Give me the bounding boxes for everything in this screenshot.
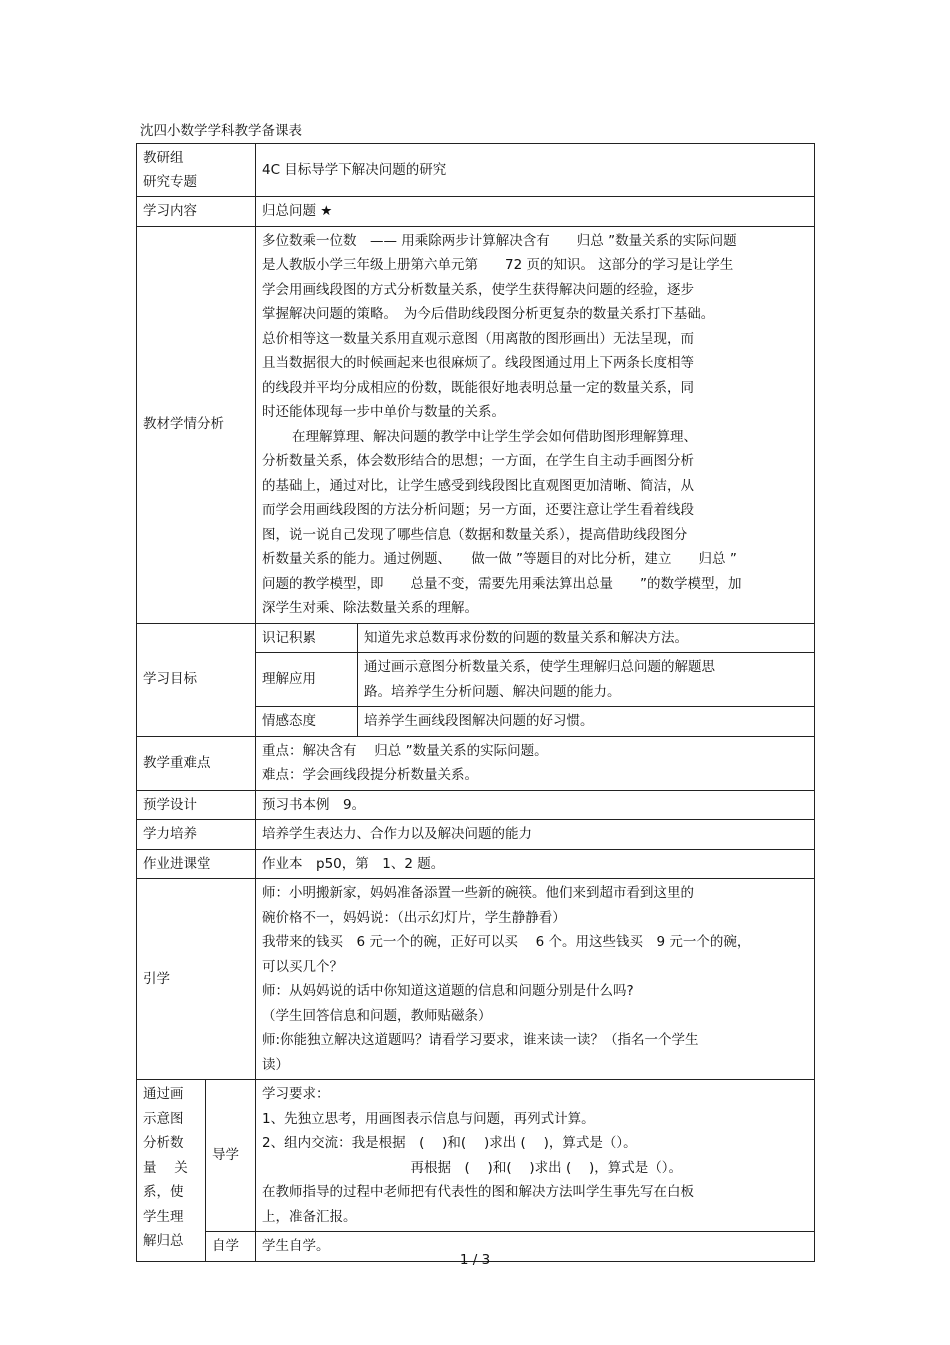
row-key-points bbox=[137, 736, 815, 790]
row-research-topic bbox=[137, 144, 815, 197]
goal-name-attitude: 情感态度 bbox=[256, 707, 358, 737]
row-guided-learning bbox=[137, 1080, 815, 1232]
value-material-analysis: 多位数乘一位数 —— 用乘除两步计算解决含有 归总 ”数量关系的实际问题 是人教版小学三年级上册第六单元第 72 页的知识。 这部分的学习是让学生 学会用画线段图的方式分析数量关系，使学生获得解决问题的经验，逐步 掌握解决问题的策略。 为今后借助线段图分析更复杂的数量关系打下基础。 总价相等这一数量关系用直观示意图（用离散的图形画出）无法呈现，而 且当数据很大的时候画起来也很麻烦了。线段图通过用上下两条长度相等 的线段并平均分成相应的份数，既能很好地表明总量一定的数量关系，同 时还能体现每一步中单价与数量的关系。 在理解算理、解决问题的教学中让学生学会如何借助图形理解算理、 分析数量关系，体会数形结合的思想；一方面，在学生自主动手画图分析 的基础上，通过对比，让学生感受到线段图比直观图更加清晰、简洁，从 而学会用画线段图的方法分析问题；另一方面，还要注意让学生看着线段 图，说一说自己发现了哪些信息（数据和数量关系），提高借助线段图分 析数量关系的能力。通过例题、 做一做 ”等题目的对比分析，建立 归总 ” 问题的教学模型，即 总量不变，需要先用乘法算出总量 ”的数学模型，加 深学生对乘、除法数量关系的理解。 bbox=[256, 226, 815, 623]
goal-name-memorize: 识记积累 bbox=[256, 623, 358, 653]
row-homework bbox=[137, 849, 815, 879]
row-learning-content bbox=[137, 197, 815, 227]
label-phase: 通过画 示意图 分析数 量 关 系，使 学生理 解归总 bbox=[137, 1080, 206, 1262]
value-introduction: 师：小明搬新家，妈妈准备添置一些新的碗筷。他们来到超市看到这里的 碗价格不一，妈妈说：（出示幻灯片，学生静静看） 我带来的钱买 6 元一个的碗，正好可以买 6 个。用这些钱买 9 元一个的碗， 可以买几个？ 师：从妈妈说的话中你知道这道题的信息和问题分别是什么吗? （学生回答信息和问题，教师贴磁条） 师:你能独立解决这道题吗？请看学习要求，谁来读一读？（指名一个学生 读） bbox=[256, 879, 815, 1080]
label-introduction: 引学 bbox=[137, 879, 256, 1080]
label-ability-training: 学力培养 bbox=[137, 820, 256, 850]
row-introduction bbox=[137, 879, 815, 1080]
row-material-analysis bbox=[137, 226, 815, 623]
label-research-topic: 教研组 研究专题 bbox=[137, 144, 256, 197]
value-homework: 作业本 p50，第 1、2 题。 bbox=[256, 849, 815, 879]
value-ability-training: 培养学生表达力、合作力以及解决问题的能力 bbox=[256, 820, 815, 850]
row-goal-memorize bbox=[137, 623, 815, 653]
goal-text-attitude: 培养学生画线段图解决问题的好习惯。 bbox=[358, 707, 815, 737]
label-learning-goals: 学习目标 bbox=[137, 623, 256, 736]
value-guided-learning: 学习要求： 1、先独立思考，用画图表示信息与问题，再列式计算。 2、组内交流：我是根据 ( )和( )求出 ( )，算式是（）。 再根据 ( )和( )求出 ( )，算式是（）。 在教师指导的过程中老师把有代表性的图和解决方法叫学生事先写在白板 上，准备汇报。 bbox=[256, 1080, 815, 1232]
goal-text-memorize: 知道先求总数再求份数的问题的数量关系和解决方法。 bbox=[358, 623, 815, 653]
label-homework: 作业进课堂 bbox=[137, 849, 256, 879]
label-material-analysis: 教材学情分析 bbox=[137, 226, 256, 623]
page-number: 1 / 3 bbox=[459, 1252, 491, 1268]
value-learning-content: 归总问题 ★ bbox=[256, 197, 815, 227]
row-preview-design bbox=[137, 790, 815, 820]
lesson-plan-table bbox=[136, 143, 815, 1262]
goal-name-apply: 理解应用 bbox=[256, 653, 358, 707]
value-preview-design: 预习书本例 9。 bbox=[256, 790, 815, 820]
label-learning-content: 学习内容 bbox=[137, 197, 256, 227]
value-key-points: 重点：解决含有 归总 ”数量关系的实际问题。 难点：学会画线段提分析数量关系。 bbox=[256, 736, 815, 790]
label-guided-learning: 导学 bbox=[206, 1080, 256, 1232]
label-preview-design: 预学设计 bbox=[137, 790, 256, 820]
value-self-learning: 学生自学。 bbox=[256, 1232, 815, 1262]
value-research-topic: 4C 目标导学下解决问题的研究 bbox=[256, 144, 815, 197]
goal-text-apply: 通过画示意图分析数量关系，使学生理解归总问题的解题思 路。培养学生分析问题、解决问题的能力。 bbox=[358, 653, 815, 707]
label-self-learning: 自学 bbox=[206, 1232, 256, 1262]
row-ability-training bbox=[137, 820, 815, 850]
document-title: 沈四小数学学科教学备课表 bbox=[140, 123, 302, 139]
label-key-points: 教学重难点 bbox=[137, 736, 256, 790]
